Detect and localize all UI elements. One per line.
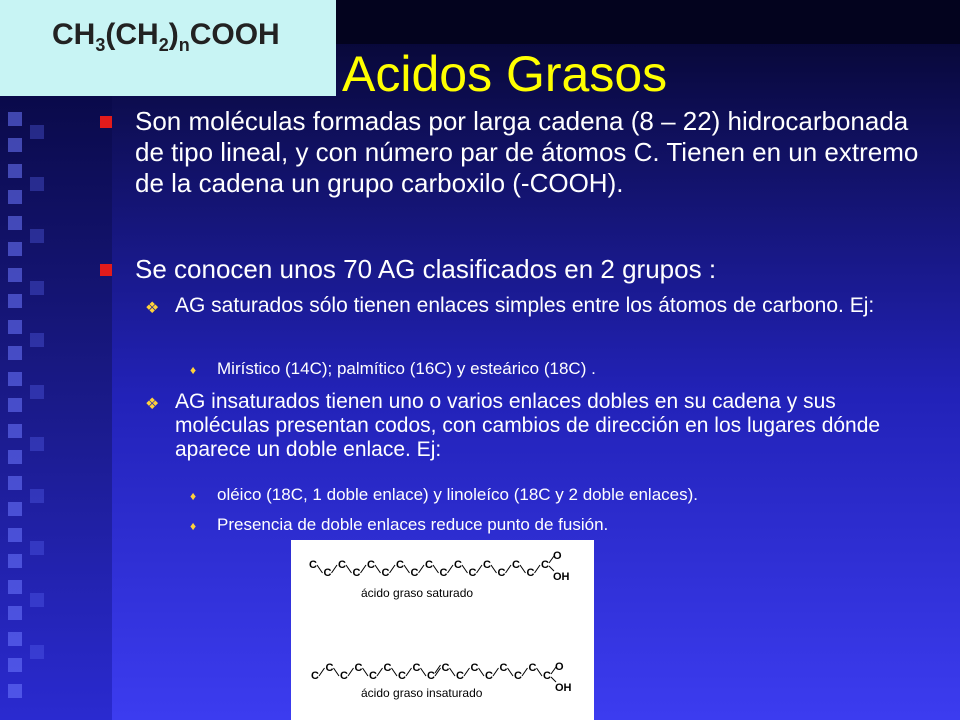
- carbon-atom: C: [543, 670, 551, 682]
- bond: [346, 565, 352, 573]
- carbon-atom: C: [526, 567, 535, 579]
- formula-subscript: n: [178, 35, 190, 55]
- carbon-atom: C: [311, 670, 319, 682]
- subbullet-unsaturated: [145, 390, 925, 462]
- carbon-atom: C: [439, 567, 448, 579]
- bond: [392, 668, 398, 676]
- square-bullet-icon: [100, 264, 112, 276]
- carbon-atom: C: [381, 567, 390, 579]
- bullet-text: AG saturados sólo tienen enlaces simples entre los átomos de carbono. Ej:: [175, 294, 875, 317]
- diamond-bullet-icon: ❖: [145, 300, 160, 317]
- bond: [334, 668, 340, 676]
- carbon-atom: C: [325, 662, 334, 674]
- carbon-atom: C: [410, 567, 419, 579]
- bullet-text: oléico (18C, 1 doble enlace) y linoleíco (18C y 2 doble enlaces).: [217, 485, 698, 504]
- carbon-atom: C: [309, 559, 317, 571]
- bullet-text: Son moléculas formadas por larga cadena (8 – 22) hidrocarbonada de tipo lineal, y con número par de átomos C. Tienen en un extremo de la cadena un grupo carboxilo (-COOH).: [135, 106, 919, 198]
- bullet-groups: [100, 254, 930, 285]
- bond: [404, 565, 410, 573]
- carbon-atom: C: [541, 559, 549, 571]
- fatty-acid-structure-diagram: [291, 540, 594, 720]
- bond: [406, 668, 412, 676]
- subsubbullet-unsaturated-examples: [190, 484, 920, 505]
- subsubbullet-melting-point: [190, 514, 920, 535]
- carbon-atom: C: [456, 670, 464, 682]
- structure-svg: [291, 540, 594, 720]
- bond: [363, 668, 369, 676]
- bullet-text: AG insaturados tienen uno o varios enlaces dobles en su cadena y sus moléculas presentan codos, con cambios de dirección en los lugares dónde aparece un doble enlace. Ej:: [175, 390, 881, 461]
- bond: [448, 565, 454, 573]
- carbon-atom: C: [528, 662, 537, 674]
- bond: [493, 668, 499, 676]
- carbon-atom: C: [383, 662, 392, 674]
- carbon-atom: C: [398, 670, 406, 682]
- oxygen-atom: O: [555, 661, 564, 673]
- bond: [535, 565, 541, 573]
- formula-subscript: 2: [158, 35, 169, 55]
- formula-part: COOH: [189, 18, 280, 51]
- bond: [433, 565, 439, 573]
- carbon-atom: C: [470, 662, 479, 674]
- carbon-atom: C: [352, 567, 361, 579]
- diamond-bullet-icon: ♦: [190, 363, 197, 377]
- carbon-atom: C: [512, 559, 520, 571]
- bond: [462, 565, 468, 573]
- bond: [390, 565, 396, 573]
- bullet-text: Mirístico (14C); palmítico (16C) y esteárico (18C) .: [217, 359, 596, 378]
- bond: [332, 565, 338, 573]
- diamond-bullet-icon: ♦: [190, 519, 197, 533]
- bond: [377, 668, 383, 676]
- bond: [508, 668, 514, 676]
- carbon-atom: C: [323, 567, 332, 579]
- bond: [549, 566, 554, 571]
- carbon-atom: C: [497, 567, 506, 579]
- bond: [464, 668, 470, 676]
- diamond-bullet-icon: ♦: [190, 489, 197, 503]
- bond: [506, 565, 512, 573]
- bond: [491, 565, 497, 573]
- carbon-atom: C: [412, 662, 421, 674]
- bond: [348, 668, 354, 676]
- carbon-atom: C: [485, 670, 493, 682]
- carbon-atom: C: [514, 670, 522, 682]
- bond: [477, 565, 483, 573]
- formula-part: (CH: [105, 18, 159, 51]
- formula-subscript: 3: [95, 35, 106, 55]
- bond: [421, 668, 427, 676]
- bond: [551, 677, 556, 682]
- diamond-bullet-icon: ❖: [145, 396, 160, 413]
- formula-part: CH: [52, 18, 96, 51]
- carbon-atom: C: [396, 559, 404, 571]
- carbon-atom: C: [367, 559, 375, 571]
- hydroxyl-group: OH: [555, 682, 572, 694]
- square-bullet-icon: [100, 116, 112, 128]
- bond: [375, 565, 381, 573]
- saturated-label: ácido graso saturado: [361, 586, 474, 600]
- bullet-text: Se conocen unos 70 AG clasificados en 2 grupos :: [135, 254, 717, 284]
- subbullet-saturated: [145, 294, 925, 318]
- bond: [317, 565, 323, 573]
- bullet-text: Presencia de doble enlaces reduce punto de fusión.: [217, 515, 609, 534]
- saturated-chain: [309, 550, 570, 583]
- carbon-atom: C: [340, 670, 348, 682]
- hydroxyl-group: OH: [553, 571, 570, 583]
- carbon-atom: C: [499, 662, 508, 674]
- carbon-atom: C: [427, 670, 435, 682]
- bond: [522, 668, 528, 676]
- bond: [450, 668, 456, 676]
- slide-title: Acidos Grasos: [342, 46, 668, 102]
- carbon-atom: C: [425, 559, 433, 571]
- carbon-atom: C: [454, 559, 462, 571]
- carbon-atom: C: [354, 662, 363, 674]
- carbon-atom: C: [338, 559, 346, 571]
- carbon-atom: C: [441, 662, 450, 674]
- unsaturated-label: ácido graso insaturado: [361, 686, 483, 700]
- bond: [319, 668, 325, 676]
- oxygen-atom: O: [553, 550, 562, 562]
- bond: [361, 565, 367, 573]
- bond: [520, 565, 526, 573]
- bond: [479, 668, 485, 676]
- subsubbullet-saturated-examples: [190, 358, 920, 379]
- carbon-atom: C: [468, 567, 477, 579]
- carbon-atom: C: [369, 670, 377, 682]
- formula-part: ): [168, 18, 179, 51]
- bullet-definition: [100, 106, 930, 199]
- bond: [537, 668, 543, 676]
- bond: [419, 565, 425, 573]
- carbon-atom: C: [483, 559, 491, 571]
